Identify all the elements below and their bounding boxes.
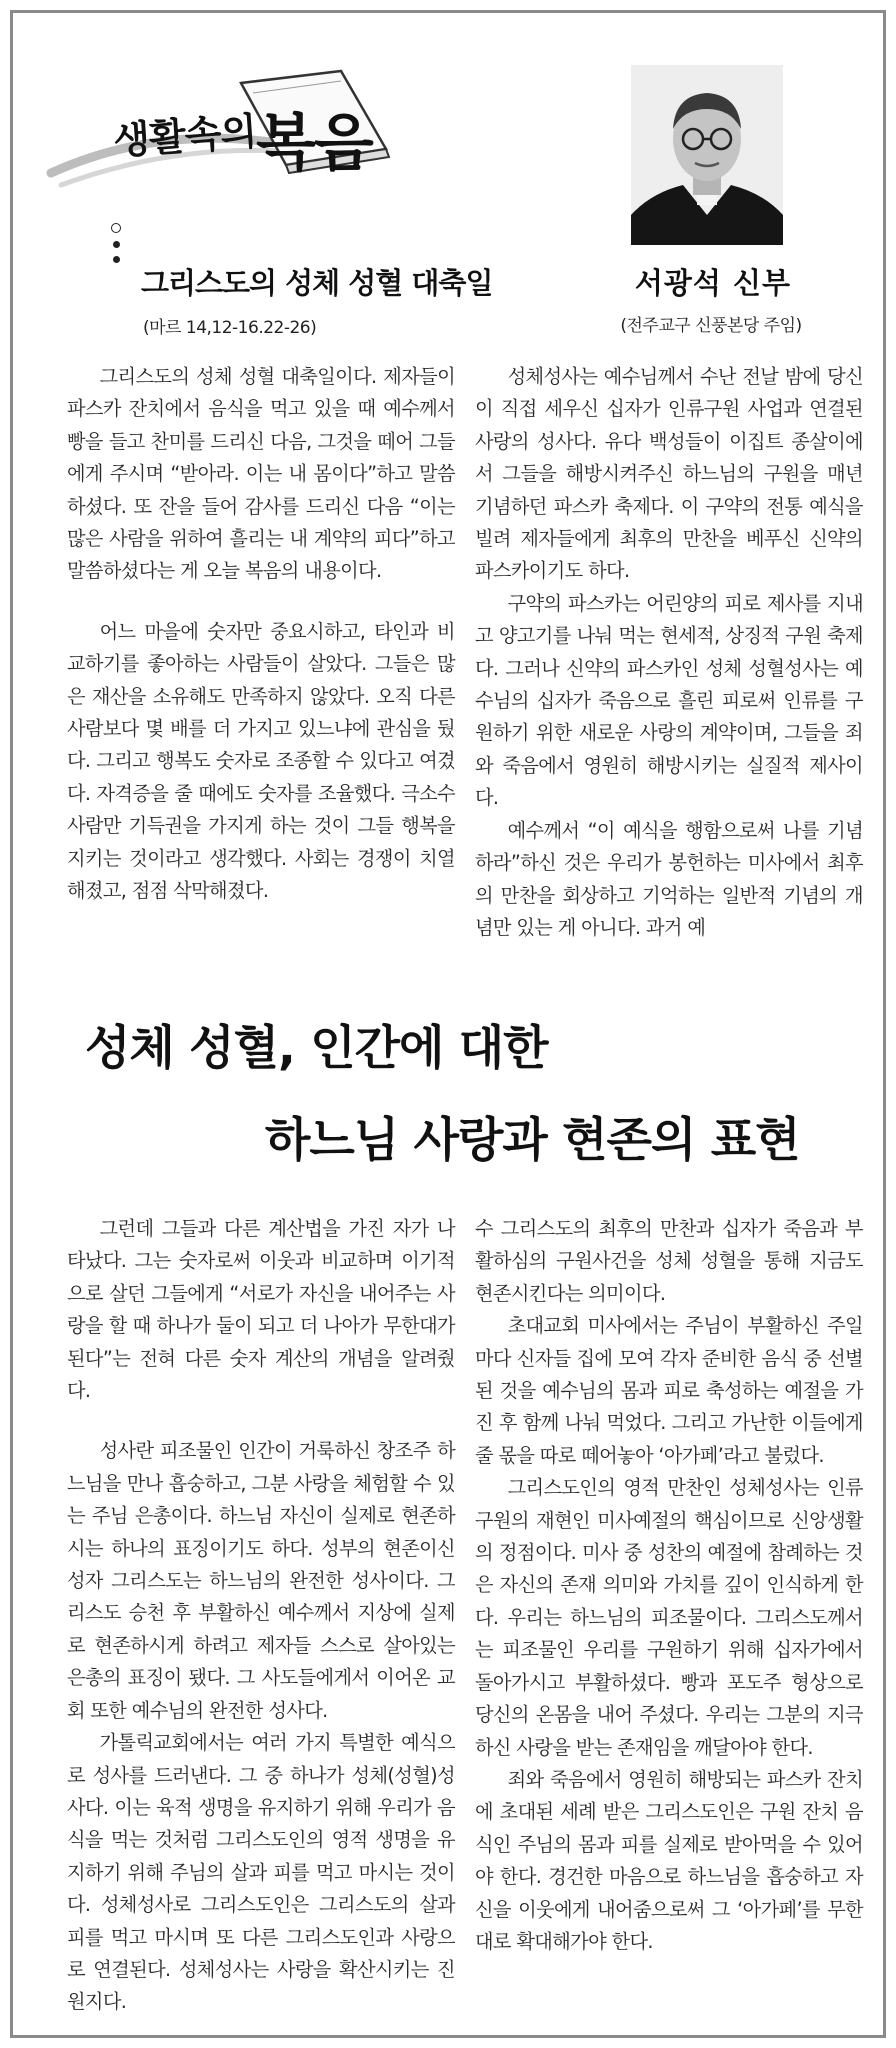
column-logo — [41, 53, 421, 203]
paragraph: 죄와 죽음에서 영원히 해방되는 파스카 잔치에 초대된 세례 받은 그리스도인은 구원 잔치 음식인 주님의 몸과 피를 실제로 받아먹을 수 있어야 한다. 경건한 마음으로 하느님을 흡숭하고 자신을 이웃에게 내어줌으로써 그 ‘아가페’를 무한대로 확대해가야 한다. — [475, 1767, 863, 1953]
text-column-3 — [67, 1213, 455, 2019]
paragraph: 성체성사는 예수님께서 수난 전날 밤에 당신이 직접 세우신 십자가 인류구원 사업과 연결된 사랑의 성사다. 유다 백성들이 이집트 종살이에서 그들을 해방시켜주신 하느님의 구원을 매년 기념하던 파스카 축제다. 이 구약의 전통 예식을 빌려 제자들에게 최후의 만찬을 베푸신 신약의 파스카이기도 하다. — [475, 365, 863, 583]
paragraph: 수 그리스도의 최후의 만찬과 십자가 죽음과 부활하심의 구원사건을 성체 성혈을 통해 지금도 현존시킨다는 의미이다. — [475, 1217, 863, 1305]
paragraph: 그리스도의 성체 성혈 대축일이다. 제자들이 파스카 잔치에서 음식을 먹고 있을 때 예수께서 빵을 들고 찬미를 드리신 다음, 그것을 떼어 그들에게 주시며 “받아라. 이는 내 몸이다”하고 말씀하셨다. 또 잔을 들어 감사를 드리신 다음 “이는 많은 사람을 위하여 흘리는 내 계약의 피다”하고 말씀하셨다는 게 오늘 복음의 내용이다. — [67, 365, 455, 583]
paragraph: 성사란 피조물인 인간이 거룩하신 창조주 하느님을 만나 흡숭하고, 그분 사랑을 체험할 수 있는 주님 은총이다. 하느님 자신이 실제로 현존하시는 하나의 표징이기도 하다. 성부의 현존이신 성자 그리스도는 하느님의 완전한 성사이다. 그리스도 승천 후 부활하신 예수께서 지상에 실제로 현존하시게 하려고 제자들 스스로 살아있는 은총의 표징이 됐다. 그 사도들에게서 이어온 교회 또한 예수님의 완전한 성사다. — [67, 1439, 455, 1722]
paragraph: 초대교회 미사에서는 주님이 부활하신 주일마다 신자들 집에 모여 각자 준비한 음식 중 선별된 것을 예수님의 몸과 피로 축성하는 예절을 가진 후 함께 나눠 먹었다. 그리고 가난한 이들에게 줄 몫을 따로 떼어놓아 ‘아가페’라고 불렀다. — [475, 1314, 863, 1467]
logo-big-text: 복음 — [256, 106, 372, 179]
text-column-4 — [475, 1213, 863, 1958]
text-column-2 — [475, 361, 863, 944]
paragraph: 예수께서 “이 예식을 행함으로써 나를 기념하라”하신 것은 우리가 봉헌하는 미사에서 최후의 만찬을 회상하고 기억하는 일반적 기념의 개념만 있는 게 아니다. 과거 예 — [475, 818, 863, 939]
paragraph: 어느 마을에 숫자만 중요시하고, 타인과 비교하기를 좋아하는 사람들이 살았다. 그들은 많은 재산을 소유해도 만족하지 않았다. 오직 다른 사람보다 몇 배를 더 가지고 있느냐에 관심을 뒀다. 그리고 행복도 숫자로 조종할 수 있다고 여겼다. 자격증을 줄 때에도 숫자를 조율했다. 극소수 사람만 기득권을 가지게 하는 것이 그들 행복을 지키는 것이라고 생각했다. 사회는 경쟁이 치열해졌고, 점점 삭막해졌다. — [67, 619, 455, 903]
logo-small-text: 생활속의 — [111, 108, 258, 163]
article-frame — [10, 10, 886, 2038]
paragraph: 가톨릭교회에서는 여러 가지 특별한 예식으로 성사를 드러낸다. 그 중 하나가 성체(성혈)성사다. 이는 육적 생명을 유지하기 위해 우리가 음식을 먹는 것처럼 그리스도인의 영적 생명을 유지하기 위해 주님의 살과 피를 먹고 마시는 것이다. 성체성사로 그리스도인은 그리스도의 살과 피를 먹고 마시며 또 다른 그리스도인과 사랑으로 연결된다. 성체성사는 사랑을 확산시키는 진원지다. — [67, 1731, 455, 2014]
author-photo — [631, 65, 783, 245]
headline-line-1: 성체 성혈, 인간에 대한 — [85, 1021, 548, 1076]
title-dots-icon — [111, 223, 123, 283]
author-name: 서광석 신부 — [634, 266, 792, 300]
headline-line-2: 하느님 사랑과 현존의 표현 — [265, 1113, 800, 1168]
paragraph: 그런데 그들과 다른 계산법을 가진 자가 나타났다. 그는 숫자로써 이웃과 비교하며 이기적으로 살던 그들에게 “서로가 자신을 내어주는 사랑을 할 때 하나가 둘이 되고 더 나아가 무한대가 된다”는 전혀 다른 숫자 계산의 개념을 알려줬다. — [67, 1217, 455, 1403]
priest-portrait-icon — [631, 65, 783, 245]
paragraph: 구약의 파스카는 어린양의 피로 제사를 지내고 양고기를 나눠 먹는 현세적, 상징적 구원 축제다. 그러나 신약의 파스카인 성체 성혈성사는 예수님의 십자가 죽음으로 흘린 피로써 인류를 구원하기 위한 새로운 사랑의 계약이며, 그들을 죄와 죽음에서 영원히 해방시키는 실질적 제사이다. — [475, 591, 863, 810]
article-title: 그리스도의 성체 성혈 대축일 — [141, 266, 493, 300]
scripture-reference: (마르 14,12-16.22-26) — [143, 318, 317, 338]
text-column-1 — [67, 361, 455, 908]
article-header — [13, 13, 883, 343]
author-role: (전주교구 신풍본당 주임) — [620, 316, 802, 336]
paragraph: 그리스도인의 영적 만찬인 성체성사는 인류구원의 재현인 미사예절의 핵심이므로 신앙생활의 정점이다. 미사 중 성찬의 예절에 참례하는 것은 자신의 존재 의미와 가치를 깊이 인식하게 한다. 우리는 하느님의 피조물이다. 그리스도께서는 피조물인 우리를 구원하기 위해 십자가에서 돌아가시고 부활하셨다. 빵과 포도주 형상으로 당신의 온몸을 내어 주셨다. 우리는 그분의 지극하신 사랑을 받는 존재임을 깨달아야 한다. — [475, 1476, 863, 1759]
